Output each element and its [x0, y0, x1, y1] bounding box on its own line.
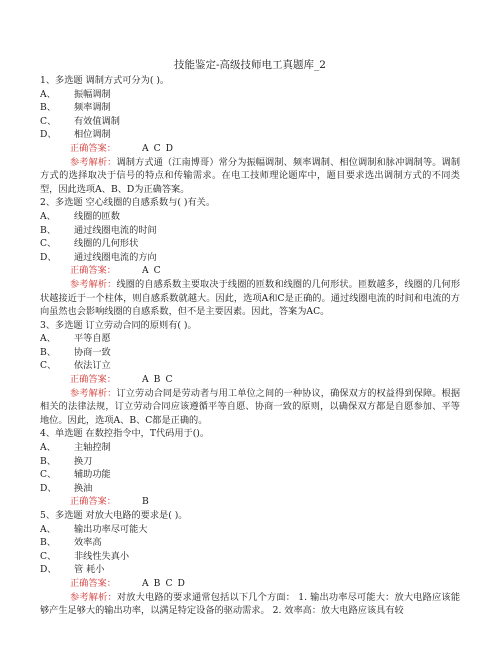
option-row	[40, 482, 460, 496]
answer-value: B	[141, 496, 154, 508]
option-row	[40, 468, 460, 482]
answer-value: ABC	[141, 374, 178, 386]
option-text: 通过线圈电流的方向	[74, 251, 157, 263]
option-letter: C、	[40, 550, 57, 562]
option-letter: D、	[40, 129, 57, 141]
option-letter: A、	[40, 333, 56, 345]
document-title: 技能鉴定-高级技师电工真题库_2	[174, 59, 326, 71]
option-text: 振幅调制	[74, 88, 111, 100]
option-row	[40, 332, 460, 346]
explanation	[40, 156, 460, 197]
option-text: 通过线圈电流的时间	[74, 224, 157, 236]
option-text: 辅助功能	[74, 469, 111, 481]
answer-label: 正确答案：	[70, 265, 116, 277]
question-stem: 3、多选题 订立劳动合同的原则有( )。	[40, 319, 197, 331]
option-row	[40, 128, 460, 142]
option-letter: A、	[40, 442, 56, 454]
explanation	[40, 591, 460, 618]
option-text: 平等自愿	[74, 333, 111, 345]
explanation-text: 订立劳动合同是劳动者与用工单位之间的一种协议，确保双方的权益得到保障。根据相关的法律法规，订立劳动合同应该遵循平等自愿、协商一致的原则，以确保双方都是自愿参加、平等地位。因此，选项A、B、C都是正确的。	[40, 387, 461, 426]
explanation-label: 参考解析：	[70, 156, 117, 168]
option-letter: C、	[40, 238, 57, 250]
question-block	[40, 74, 460, 196]
option-row	[40, 346, 460, 360]
option-letter: B、	[40, 224, 56, 236]
correct-answer	[40, 373, 460, 387]
option-row	[40, 224, 460, 238]
correct-answer	[40, 495, 460, 509]
question-block	[40, 509, 460, 618]
option-text: 依法订立	[74, 360, 111, 372]
correct-answer	[40, 142, 460, 156]
option-letter: B、	[40, 455, 56, 467]
option-text: 线圈的匝数	[74, 210, 120, 222]
answer-value: AC	[141, 265, 166, 277]
option-letter: C、	[40, 469, 57, 481]
option-text: 有效值调制	[74, 115, 120, 127]
answer-label: 正确答案：	[70, 374, 116, 386]
option-row	[40, 536, 460, 550]
option-row	[40, 237, 460, 251]
option-letter: B、	[40, 346, 56, 358]
question-stem: 1、多选题 调制方式可分为( )。	[40, 75, 170, 86]
option-text: 输出功率尽可能大	[74, 523, 148, 535]
question-block	[40, 427, 460, 509]
option-row	[40, 523, 460, 537]
option-letter: C、	[40, 360, 57, 372]
option-text: 频率调制	[74, 102, 111, 114]
option-letter: A、	[40, 523, 56, 535]
option-letter: C、	[40, 115, 57, 127]
option-text: 主轴控制	[74, 442, 111, 454]
question-stem: 4、单选题 在数控指令中，T代码用于()。	[40, 428, 210, 440]
answer-value: ACD	[141, 142, 178, 154]
answer-value: ABCD	[141, 577, 190, 589]
option-text: 协商一致	[74, 346, 111, 358]
correct-answer	[40, 264, 460, 278]
answer-label: 正确答案：	[70, 496, 116, 508]
explanation-label: 参考解析：	[70, 387, 117, 399]
option-letter: B、	[40, 537, 56, 549]
option-text: 换油	[74, 482, 93, 494]
option-row	[40, 115, 460, 129]
option-text: 效率高	[74, 537, 102, 549]
explanation-label: 参考解析：	[70, 278, 117, 290]
option-letter: B、	[40, 102, 56, 114]
question-block	[40, 319, 460, 428]
explanation	[40, 387, 460, 428]
option-letter: A、	[40, 88, 56, 100]
option-row	[40, 359, 460, 373]
option-text: 换刀	[74, 455, 93, 467]
question-stem: 2、多选题 空心线圈的自感系数与( )有关。	[40, 197, 216, 209]
option-row	[40, 101, 460, 115]
option-row	[40, 563, 460, 577]
option-row	[40, 441, 460, 455]
option-row	[40, 88, 460, 102]
option-row	[40, 210, 460, 224]
explanation-text: 对放大电路的要求通常包括以下几个方面： 1. 输出功率尽可能大：放大电路应该能够产生足够大的输出功率，以满足特定设备的驱动需求。 2. 效率高：放大电路应该具有较	[40, 591, 461, 617]
option-text: 线圈的几何形状	[74, 238, 139, 250]
answer-label: 正确答案：	[70, 142, 116, 154]
option-text: 相位调制	[74, 129, 111, 141]
explanation-text: 线圈的自感系数主要取决于线圈的匝数和线圈的几何形状。匝数越多，线圈的几何形状越接近于一个柱体，则自感系数就越大。因此，选项A和C是正确的。通过线圈电流的时间和电流的方向虽然也会影响线圈的自感系数，但不是主要因素。因此，答案为AC。	[40, 278, 461, 318]
question-list	[40, 74, 460, 618]
option-row	[40, 251, 460, 265]
option-text: 非线性失真小	[74, 550, 130, 562]
option-letter: D、	[40, 251, 57, 263]
option-row	[40, 550, 460, 564]
answer-label: 正确答案：	[70, 577, 116, 589]
option-letter: D、	[40, 564, 57, 576]
explanation-text: 调制方式通（江南博哥）常分为振幅调制、频率调制、相位调制和脉冲调制等。调制方式的选择取决于信号的特点和传输需求。在电工技师理论题库中，题目要求选出调制方式的不同类型，因此选项A、B、D为正确答案。	[40, 156, 461, 195]
option-letter: A、	[40, 210, 56, 222]
question-stem: 5、多选题 对放大电路的要求是( )。	[40, 510, 188, 521]
option-row	[40, 455, 460, 469]
question-block	[40, 196, 460, 318]
option-text: 管 耗小	[74, 564, 105, 576]
explanation-label: 参考解析：	[70, 591, 117, 603]
correct-answer	[40, 577, 460, 591]
option-letter: D、	[40, 482, 57, 494]
explanation	[40, 278, 460, 319]
